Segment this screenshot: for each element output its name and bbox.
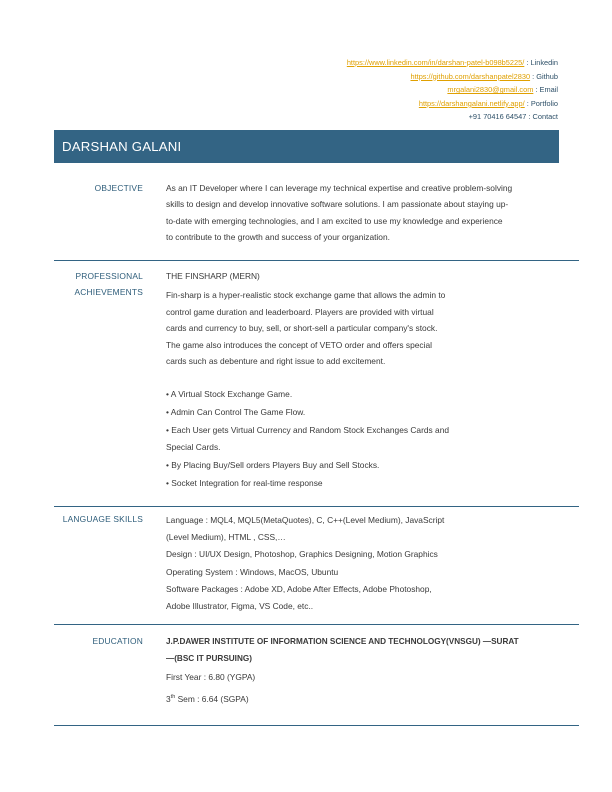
objective-line: As an IT Developer where I can leverage my technical expertise and creative problem-solving bbox=[166, 183, 513, 193]
description-line: Fin-sharp is a hyper-realistic stock exchange game that allows the admin to bbox=[166, 290, 446, 301]
objective-line: to-date with emerging technologies, and I am excited to use my knowledge and experience bbox=[166, 215, 503, 226]
linkedin-link[interactable]: https://www.linkedin.com/in/darshan-patel-b098b5225/ bbox=[346, 58, 525, 67]
contact-portfolio bbox=[347, 97, 558, 111]
contact-phone bbox=[347, 110, 558, 124]
bullet-item: • Admin Can Control The Game Flow. bbox=[166, 406, 306, 417]
contact-github bbox=[347, 70, 558, 84]
bullet-item: • By Placing Buy/Sell orders Players Buy and Sell Stocks. bbox=[166, 460, 380, 471]
description-line: control game duration and leaderboard. Players are provided with virtual bbox=[166, 306, 434, 317]
contact-linkedin bbox=[347, 56, 558, 70]
objective-line: to contribute to the growth and success of your organization. bbox=[166, 232, 390, 243]
sem-number: 3 bbox=[166, 694, 171, 704]
github-link[interactable]: https://github.com/darshanpatel2830 bbox=[410, 71, 531, 81]
portfolio-link[interactable]: https://darshangalani.netlify.app/ bbox=[418, 98, 525, 108]
skills-line: Operating System : Windows, MacOS, Ubuntu bbox=[166, 566, 339, 577]
skills-line: (Level Medium), HTML , CSS,… bbox=[166, 532, 286, 543]
education-body bbox=[166, 633, 566, 708]
sem-suffix: th bbox=[170, 694, 176, 701]
objective-line: skills to design and develop innovative software solutions. I am passionate about staying up- bbox=[166, 199, 509, 210]
project-title: THE FINSHARP (MERN) bbox=[166, 271, 260, 281]
sem-rest: Sem : 6.64 (SGPA) bbox=[175, 694, 249, 704]
section-divider bbox=[54, 725, 579, 726]
email-label: : Email bbox=[533, 85, 558, 95]
candidate-name: DARSHAN GALANI bbox=[62, 139, 182, 154]
achievements-heading-line1: PROFESSIONAL bbox=[75, 271, 143, 281]
objective-heading: OBJECTIVE bbox=[94, 183, 143, 193]
name-banner bbox=[54, 130, 559, 163]
achievements-heading bbox=[53, 268, 143, 300]
skills-line: Design : UI/UX Design, Photoshop, Graphics Designing, Motion Graphics bbox=[166, 549, 438, 560]
skills-line: Language : MQL4, MQL5(MetaQuotes), C, C++(Level Medium), JavaScript bbox=[166, 515, 445, 525]
first-year-result: First Year : 6.80 (YGPA) bbox=[166, 672, 256, 682]
skills-line: Software Packages : Adobe XD, Adobe After Effects, Adobe Photoshop, bbox=[166, 583, 432, 594]
section-divider bbox=[54, 506, 579, 507]
skills-line: Adobe Illustrator, Figma, VS Code, etc.. bbox=[166, 601, 314, 612]
achievements-heading-line2: ACHIEVEMENTS bbox=[74, 287, 143, 297]
institute-line: J.P.DAWER INSTITUTE OF INFORMATION SCIENCE AND TECHNOLOGY(VNSGU) —SURAT bbox=[166, 637, 519, 646]
linkedin-label: : Linkedin bbox=[524, 58, 558, 67]
bullet-item: Special Cards. bbox=[166, 442, 221, 453]
skills-heading: LANGUAGE SKILLS bbox=[62, 514, 143, 524]
bullet-item: • A Virtual Stock Exchange Game. bbox=[166, 389, 293, 399]
bullet-item: • Each User gets Virtual Currency and Random Stock Exchanges Cards and bbox=[166, 424, 450, 435]
github-label: : Github bbox=[530, 71, 558, 81]
contact-email bbox=[347, 83, 558, 97]
portfolio-label: : Portfolio bbox=[524, 98, 558, 108]
third-sem-result bbox=[166, 691, 566, 708]
description-line: cards and currency to buy, sell, or short-sell a particular company's stock. bbox=[166, 323, 438, 334]
institute-line: —(BSC IT PURSUING) bbox=[166, 654, 252, 663]
phone-label: : Contact bbox=[526, 112, 558, 122]
objective-text bbox=[166, 180, 586, 246]
description-line: cards such as debenture and right issue to add excitement. bbox=[166, 356, 386, 367]
achievements-body bbox=[166, 268, 566, 369]
bullet-item: • Socket Integration for real-time response bbox=[166, 477, 323, 488]
skills-body bbox=[166, 512, 566, 615]
section-divider bbox=[54, 624, 579, 625]
contact-block bbox=[347, 56, 558, 124]
achievements-bullets bbox=[166, 386, 566, 493]
phone-number: +91 70416 64547 bbox=[468, 112, 527, 122]
email-link[interactable]: mrgalani2830@gmail.com bbox=[447, 85, 534, 95]
education-heading: EDUCATION bbox=[92, 636, 143, 646]
description-line: The game also introduces the concept of VETO order and offers special bbox=[166, 339, 432, 350]
section-divider bbox=[54, 260, 579, 261]
